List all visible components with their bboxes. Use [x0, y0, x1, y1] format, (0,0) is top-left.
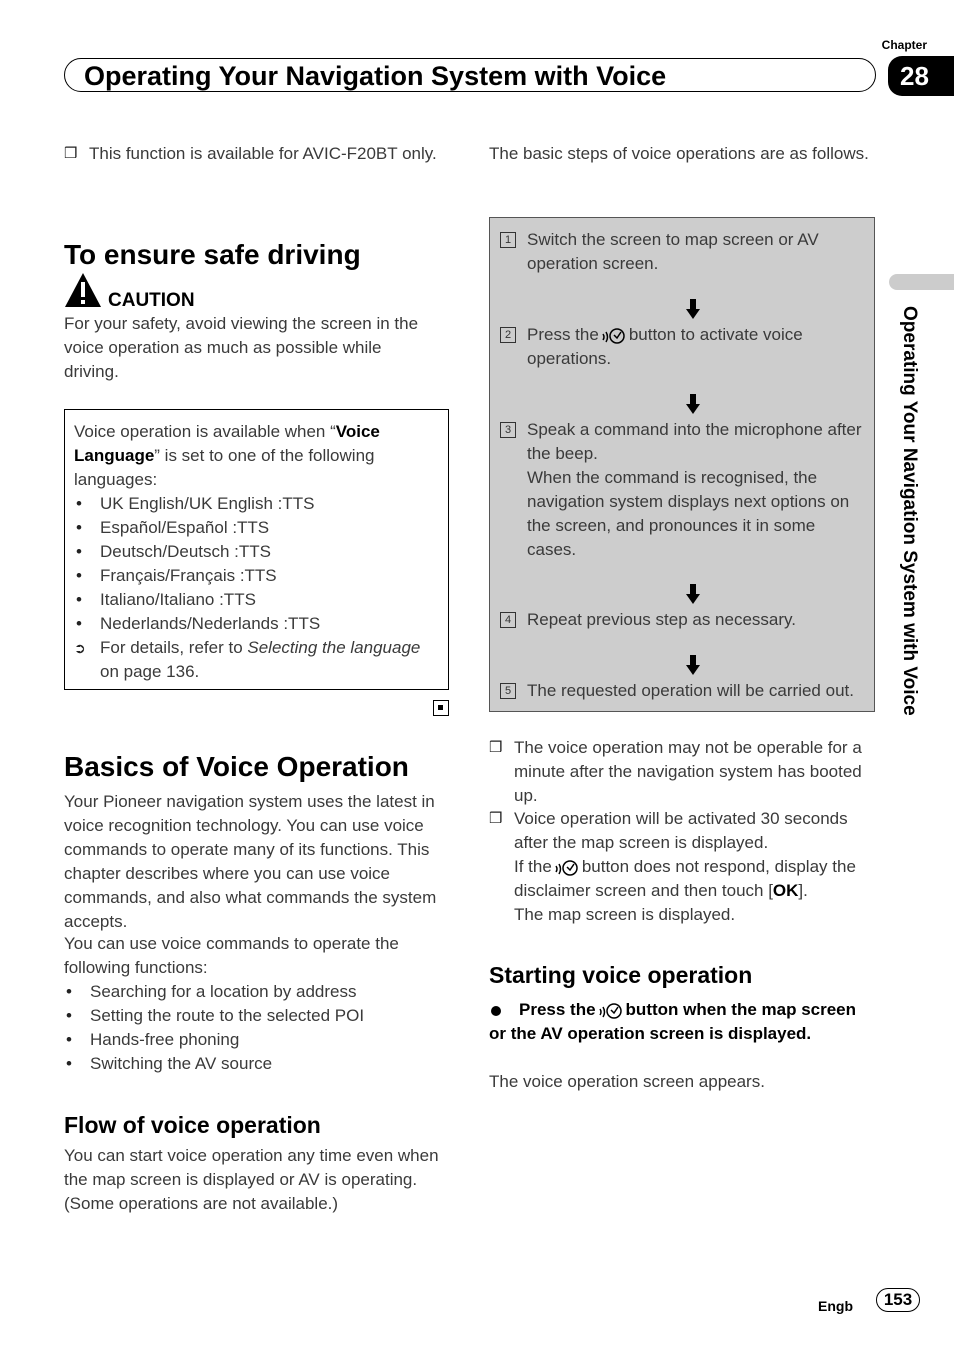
language-code: Engb [818, 1298, 853, 1314]
arrow-down-icon [686, 584, 700, 604]
ok-key: OK [772, 881, 799, 900]
list-item: • Nederlands/Nederlands :TTS [74, 612, 434, 636]
note-checkbox-icon: ❒ [489, 739, 503, 756]
list-item: • Español/Español :TTS [74, 516, 434, 540]
chapter-number: 28 [900, 61, 929, 91]
step-text: Repeat previous step as necessary. [527, 610, 796, 629]
step-text: The requested operation will be carried out. [527, 681, 854, 700]
activation-note-main: Voice operation will be activated 30 seconds after the map screen is displayed. [514, 809, 848, 852]
list-item: • Setting the route to the selected POI [64, 1004, 450, 1028]
activation-note-text [514, 807, 877, 927]
step-number: 4 [500, 612, 516, 628]
step-2 [500, 323, 866, 371]
arrow-down-icon [686, 299, 700, 319]
ref-pre: For details, refer to [100, 638, 248, 657]
safe-driving-heading: To ensure safe driving [64, 239, 361, 270]
flow-heading: Flow of voice operation [64, 1112, 321, 1138]
boot-note [489, 736, 877, 808]
list-item: • Français/Français :TTS [74, 564, 434, 588]
arrow-down-icon [686, 655, 700, 675]
warning-triangle-icon [64, 272, 102, 308]
list-item: • Searching for a location by address [64, 980, 450, 1004]
chapter-label: Chapter [881, 38, 927, 52]
step-3-main: Speak a command into the microphone after the beep. [527, 420, 862, 463]
note2-end: ]. [798, 881, 808, 900]
step-text [527, 418, 866, 562]
language-box [64, 409, 449, 690]
side-tab-title: Operating Your Navigation System with Voice [899, 306, 920, 716]
step-2-post: button to activate voice operations. [527, 325, 803, 368]
step-number: 2 [500, 327, 516, 343]
page-number: 153 [876, 1288, 920, 1312]
steps-intro: The basic steps of voice operations are as follows. [489, 144, 869, 163]
activation-note [489, 807, 877, 927]
step-number: 5 [500, 683, 516, 699]
step-2-pre: Press the [527, 325, 599, 344]
note2-last: The map screen is displayed. [514, 905, 736, 924]
steps-panel [489, 217, 875, 712]
basics-paragraph-2: You can use voice commands to operate the following functions: [64, 934, 399, 977]
note-checkbox-icon: ❒ [64, 145, 78, 162]
step-number: 3 [500, 422, 516, 438]
step-text [527, 323, 866, 371]
caution-label: CAUTION [108, 290, 195, 311]
boot-note-text: The voice operation may not be operable for a minute after the navigation system has booted up. [514, 738, 862, 805]
list-item: • Hands-free phoning [64, 1028, 450, 1052]
step-3-extra: When the command is recognised, the navigation system displays next options on the screen, and pronounces it in some cases. [527, 468, 850, 559]
ref-link: Selecting the language [247, 638, 421, 657]
ref-post: on page 136. [100, 662, 200, 681]
voice-language-setting: Voice Language [74, 422, 380, 465]
section-end-icon [433, 700, 449, 716]
list-item: • Switching the AV source [64, 1052, 450, 1076]
step-text: Switch the screen to map screen or AV operation screen. [527, 230, 819, 273]
caution-text: For your safety, avoid viewing the screen in the voice operation as much as possible while driving. [64, 314, 419, 381]
list-item: • UK English/UK English :TTS [74, 492, 434, 516]
language-intro [74, 420, 434, 492]
availability-note-text: This function is available for AVIC-F20BT only. [89, 144, 437, 163]
start-post: button when the map screen or the AV operation screen is displayed. [489, 1000, 857, 1043]
voice-button-icon [601, 326, 627, 346]
note2-pre: If the [514, 857, 552, 876]
basics-heading: Basics of Voice Operation [64, 751, 409, 782]
page-reference [74, 636, 434, 684]
intro-pre: Voice operation is available when “ [74, 422, 336, 441]
start-instruction [489, 998, 875, 1046]
bullet-dot-icon [491, 1006, 501, 1016]
starting-heading: Starting voice operation [489, 962, 753, 988]
step-3 [500, 418, 866, 562]
language-list [74, 492, 434, 684]
availability-note [64, 142, 444, 166]
intro-post: ” is set to one of the following languages: [74, 446, 375, 489]
list-item: • Deutsch/Deutsch :TTS [74, 540, 434, 564]
note-checkbox-icon: ❒ [489, 810, 503, 827]
step-5 [500, 679, 866, 703]
step-1 [500, 228, 866, 276]
note2-mid: button does not respond, display the disclaimer screen and then touch [ [514, 857, 856, 900]
list-item: • Italiano/Italiano :TTS [74, 588, 434, 612]
step-4 [500, 608, 866, 632]
start-pre: Press the [519, 1000, 596, 1019]
voice-button-icon [554, 858, 580, 878]
voice-button-icon [598, 1001, 624, 1021]
flow-text: You can start voice operation any time even when the map screen is displayed or AV is operating. (Some operations are not available.) [64, 1146, 439, 1213]
page-title: Operating Your Navigation System with Voice [84, 61, 667, 91]
step-number: 1 [500, 232, 516, 248]
function-list [64, 980, 450, 1076]
side-tab-marker [889, 274, 954, 290]
basics-paragraph: Your Pioneer navigation system uses the latest in voice recognition technology. You can use voice commands to operate many of its functions. This chapter describes where you can use voice commands, and also what commands the system accepts. [64, 792, 437, 931]
start-result: The voice operation screen appears. [489, 1072, 765, 1091]
arrow-down-icon [686, 394, 700, 414]
